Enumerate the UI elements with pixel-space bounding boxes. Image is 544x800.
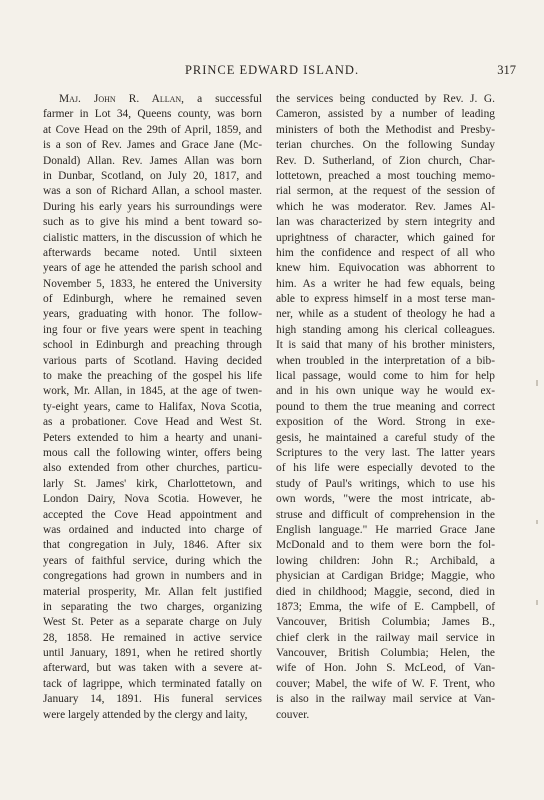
text-line: congregations had grown in numbers and in: [43, 570, 262, 583]
text-line: years of age he attended the parish school and: [43, 262, 262, 275]
text-line: pound to them the true meaning and correct: [276, 400, 495, 413]
text-line: larly St. James' kirk, Charlottetown, and: [43, 477, 262, 490]
text-line: Scriptures to the very last. The latter years: [276, 446, 495, 459]
text-line: January 14, 1891. His funeral services: [43, 693, 262, 706]
text-line: rial sermon, at the request of the session of: [276, 185, 495, 198]
text-line: which he was moderator. Rev. James Al-: [276, 200, 495, 213]
margin-speck: [536, 520, 538, 524]
text-line: Vancouver, British Columbia; Helen, the: [276, 647, 495, 660]
text-line: Maj. John R. Allan, a successful: [59, 93, 262, 105]
text-line: lowing children: John R.; Archibald, a: [276, 554, 495, 567]
text-line: It is said that many of his brother ministers,: [276, 339, 495, 352]
text-line: school in Edinburgh and preaching through: [43, 339, 262, 352]
text-line: couver.: [276, 708, 310, 721]
text-line: high standing among his clerical colleagues.: [276, 323, 495, 336]
text-line: chief clerk in the railway mail service in: [276, 631, 495, 644]
text-line: material prosperity, Mr. Allan felt justified: [43, 585, 262, 598]
text-line: mous call the following winter, offers being: [43, 446, 262, 459]
text-line: was ordained and inducted into charge of: [43, 523, 262, 536]
text-line: as a probationer. Cove Head and West St.: [43, 416, 262, 429]
text-line: at Cove Head on the 29th of April, 1859, and: [43, 123, 262, 136]
text-line: terian churches. On the following Sunday: [276, 139, 495, 152]
right-column: [276, 92, 495, 723]
text-line: lottetown, preached a most touching memo-: [276, 169, 495, 182]
text-line: Vancouver, British Columbia; James B.,: [276, 616, 495, 629]
text-line: work, Mr. Allan, in 1845, at the age of twen-: [43, 385, 262, 398]
text-line: ner, while as a student of theology he had a: [276, 308, 495, 321]
text-line: lan was characterized by stern integrity and: [276, 216, 495, 229]
text-line: exposition of the Word. Strong in exe-: [276, 416, 495, 429]
text-line: the services being conducted by Rev. J. G.: [276, 93, 495, 105]
text-line: to make the preaching of the gospel his life: [43, 370, 262, 383]
running-title: PRINCE EDWARD ISLAND.: [184, 63, 360, 77]
page-number: 317: [497, 63, 516, 77]
text-line: uprightness of character, which gained for: [276, 231, 495, 244]
text-line: various parts of Scotland. Having decided: [43, 354, 262, 367]
text-line: farmer in Lot 34, Queens county, was born: [43, 108, 262, 121]
text-line: struse and difficult of comprehension in the: [276, 508, 495, 521]
text-line: London Dairy, Nova Scotia. However, he: [43, 493, 262, 506]
text-line: During his early years his surroundings were: [43, 200, 262, 213]
text-line: Donald) Allan. Rev. James Allan was born: [43, 154, 262, 167]
text-line: McDonald and to them were born the fol-: [276, 539, 495, 552]
text-line: ty-eight years, came to Halifax, Nova Scotia,: [43, 400, 262, 413]
text-line: until January, 1891, when he retired shortly: [43, 647, 262, 660]
text-line: was a son of Richard Allan, a school master.: [43, 185, 262, 198]
text-line: November 5, 1833, he entered the University: [43, 277, 262, 290]
text-line: 1873; Emma, the wife of E. Campbell, of: [276, 600, 495, 613]
text-line: that congregation in July, 1846. After six: [43, 539, 262, 552]
text-line: knew him. Equivocation was abhorrent to: [276, 262, 495, 275]
margin-speck: [536, 380, 538, 386]
text-line: is also in the railway mail service at Van-: [276, 693, 495, 706]
text-line: ministers of both the Methodist and Presby-: [276, 123, 495, 136]
text-line: 28, 1858. He remained in active service: [43, 631, 262, 644]
text-line: such as to give his mind a bent toward so-: [43, 216, 262, 229]
text-line: him the confidence and respect of all who: [276, 246, 495, 259]
text-line: of his life were especially devoted to the: [276, 462, 495, 475]
text-line: West St. Peter as a separate charge on July: [43, 616, 262, 629]
text-line: ing four or five years were spent in teaching: [43, 323, 262, 336]
text-line: Cameron, assisted by a number of leading: [276, 108, 495, 121]
text-line: afterwards became noted. Until sixteen: [43, 246, 262, 259]
text-line: accepted the Cove Head appointment and: [43, 508, 262, 521]
text-line: own words, "were the most intricate, ab-: [276, 493, 495, 506]
margin-speck: [536, 600, 538, 605]
text-line: wife of Hon. John S. McLeod, of Van-: [276, 662, 495, 675]
text-line: able to express himself in a most terse man-: [276, 293, 495, 306]
text-line: afterward, but was taken with a severe at-: [43, 662, 262, 675]
text-line: English language." He married Grace Jane: [276, 523, 495, 536]
text-line: in Dunbar, Scotland, on July 20, 1817, and: [43, 169, 262, 182]
text-line: cialistic matters, in the discussion of which he: [43, 231, 262, 244]
text-line: study of Paul's writings, which to use his: [276, 477, 495, 490]
text-line: also extended from other churches, particu-: [43, 462, 262, 475]
text-line: tack of lagrippe, which terminated fatally on: [43, 677, 262, 690]
text-line: years of faithful service, during which the: [43, 554, 262, 567]
text-line: were largely attended by the clergy and laity,: [43, 708, 248, 721]
person-name-small-caps: Maj. John R. Allan: [59, 93, 182, 105]
text-line: died in childhood; Maggie, second, died in: [276, 585, 495, 598]
text-line: of Edinburgh, where he remained seven: [43, 293, 262, 306]
text-line: years, graduating with honor. The follow-: [43, 308, 262, 321]
text-line: gesis, he maintained a careful study of the: [276, 431, 495, 444]
text-line: physician at Cardigan Bridge; Maggie, who: [276, 570, 495, 583]
text-line: is a son of Rev. James and Grace Jane (Mc-: [43, 139, 262, 152]
text-line: lical passage, would come to him for help: [276, 370, 495, 383]
text-line: Rev. D. Sutherland, of Zion church, Char-: [276, 154, 495, 167]
text-line: Peters extended to him a hearty and unani-: [43, 431, 262, 444]
left-column: [43, 92, 262, 723]
text-line: couver; Mabel, the wife of W. F. Trent, who: [276, 677, 495, 690]
text-line: when troubled in the interpretation of a bib-: [276, 354, 495, 367]
text-line: and in his own unique way he would ex-: [276, 385, 495, 398]
text-line: in separating the two charges, organizing: [43, 600, 262, 613]
text-line: him. As a writer he had few equals, being: [276, 277, 495, 290]
